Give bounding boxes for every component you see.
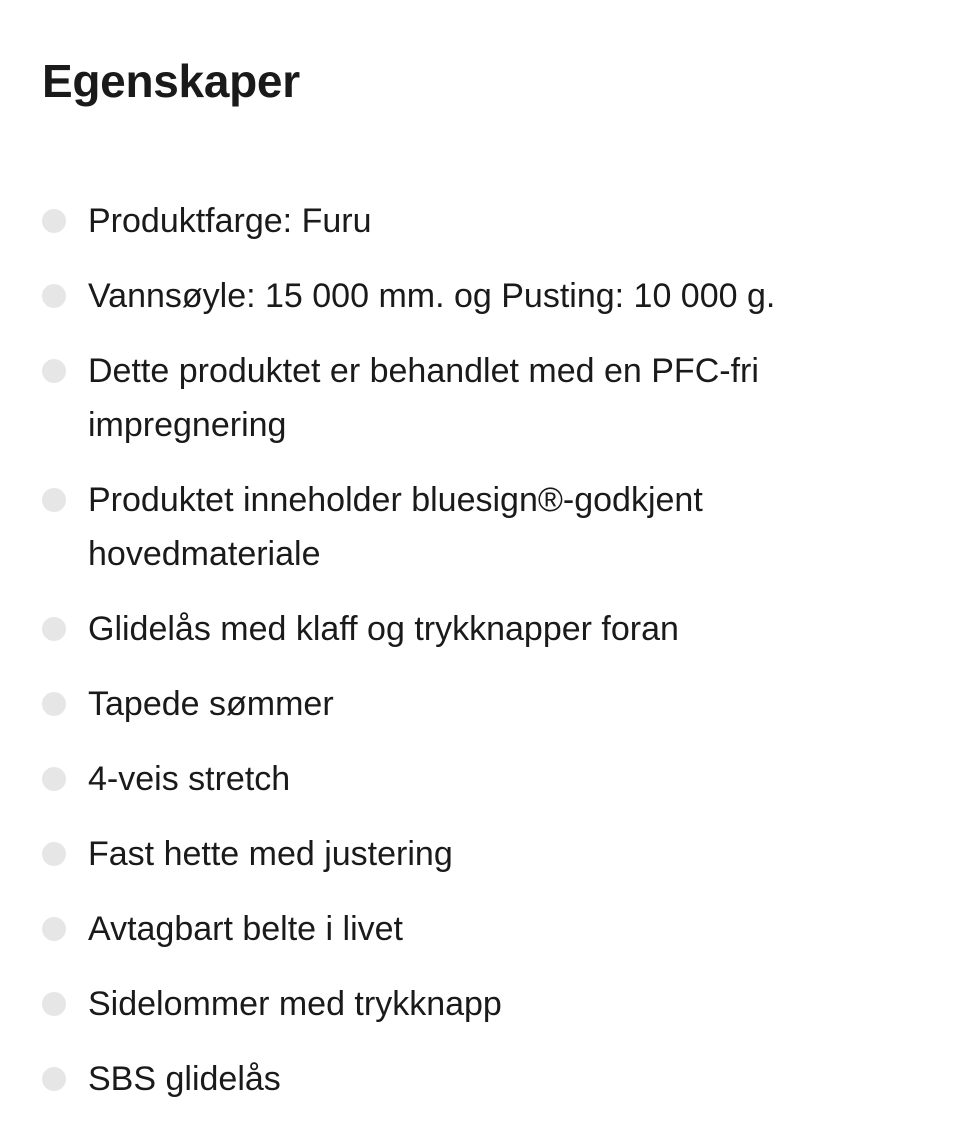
bullet-icon [42, 284, 66, 308]
feature-text: Dette produktet er behandlet med en PFC-fri impregnering [88, 352, 759, 444]
bullet-icon [42, 767, 66, 791]
bullet-icon [42, 1067, 66, 1091]
feature-item [42, 194, 902, 248]
feature-text: 4-veis stretch [88, 760, 291, 798]
feature-item [42, 677, 902, 731]
bullet-icon [42, 692, 66, 716]
feature-text: Produktet inneholder bluesign®-godkjent hovedmateriale [88, 481, 703, 573]
bullet-icon [42, 617, 66, 641]
feature-item [42, 752, 902, 806]
section-title: Egenskaper [42, 55, 300, 107]
feature-text: Sidelommer med trykknapp [88, 985, 502, 1023]
bullet-icon [42, 488, 66, 512]
feature-item [42, 902, 902, 956]
bullet-icon [42, 209, 66, 233]
feature-text: SBS glidelås [88, 1060, 281, 1098]
feature-item [42, 473, 902, 581]
bullet-icon [42, 359, 66, 383]
feature-text: Tapede sømmer [88, 685, 334, 723]
bullet-icon [42, 992, 66, 1016]
feature-item [42, 269, 902, 323]
feature-item [42, 344, 902, 452]
feature-item [42, 1052, 902, 1106]
feature-text: Produktfarge: Furu [88, 202, 372, 240]
feature-text: Fast hette med justering [88, 835, 453, 873]
feature-list [42, 194, 902, 1127]
bullet-icon [42, 842, 66, 866]
feature-item [42, 602, 902, 656]
feature-item [42, 977, 902, 1031]
feature-item [42, 827, 902, 881]
feature-text: Avtagbart belte i livet [88, 910, 403, 948]
bullet-icon [42, 917, 66, 941]
feature-text: Vannsøyle: 15 000 mm. og Pusting: 10 000 g. [88, 277, 776, 315]
feature-text: Glidelås med klaff og trykknapper foran [88, 610, 679, 648]
